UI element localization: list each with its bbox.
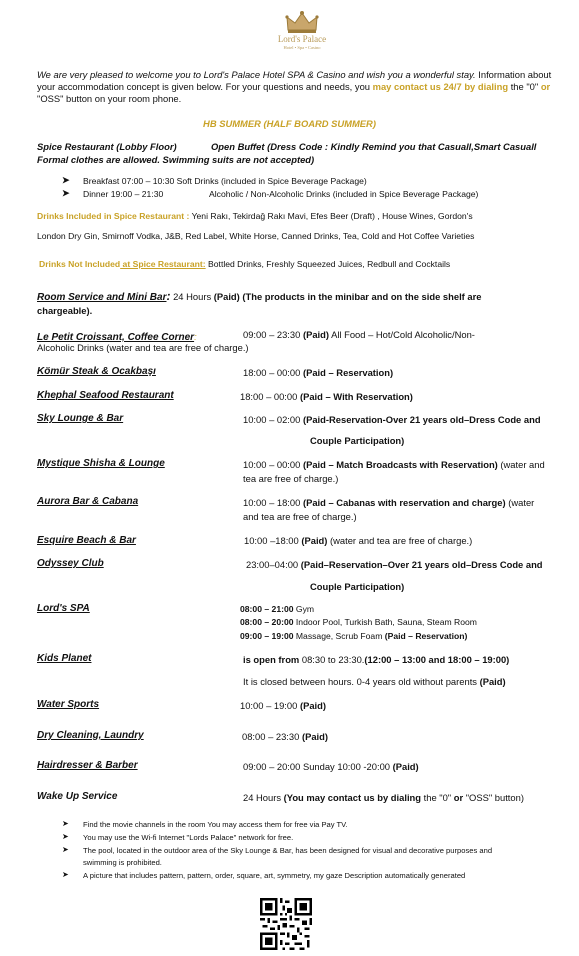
intro-welcome: We are very pleased to welcome you to Lord's Palace Hotel SPA & Casino and wish you a wonderful stay. [37,69,476,80]
venue-hours: 10:00 – 02:00 [243,414,303,425]
service-name: Dry Cleaning, Laundry [37,730,144,741]
note-pool: The pool, located in the outdoor area of the Sky Lounge & Bar, has been designed for visual and decorative purposes and [83,846,493,855]
spa-paid: (Paid – Reservation) [384,631,468,641]
spa-name: Lord's SPA [37,603,90,614]
venue-paid-line2: Couple Participation) [310,581,405,592]
venue-line2: and tea are free of charge.) [243,511,357,522]
room-service-note: (Paid) (The products in the minibar and on the side shelf are [213,291,482,302]
croissant-hours: 09:00 – 23:30 [243,329,303,340]
arrowhead-bullet-icon: ➤ [62,845,69,854]
venue-paid: (Paid – Reservation) [302,367,394,378]
venue-hours: 10:00 – 18:00 [243,497,303,508]
spa-gym [240,604,314,615]
croissant-text: All Food – Hot/Cold Alcoholic/Non- [329,329,475,340]
venue-paid: (Paid-Reservation-Over 21 years old–Dress Code and [302,414,541,425]
arrowhead-bullet-icon: ➤ [62,870,69,879]
crown-logo-icon [285,10,319,34]
venue-hours: 18:00 – 00:00 [243,367,303,378]
service-details [242,731,328,743]
kids-note [243,676,506,688]
venue-details [246,559,543,571]
venue-hours: 10:00 – 00:00 [243,459,303,470]
room-service-hours: 24 Hours [170,291,214,302]
venue-rest: (water and [497,459,545,470]
venue-details [243,367,393,379]
venue-details [243,414,541,426]
venue-paid: (Paid–Reservation–Over 21 years old–Dress Code and [300,559,543,570]
kids-name: Kids Planet [37,653,92,664]
venue-details [244,535,472,547]
room-service-name: Room Service and Mini Bar [37,292,167,303]
wakeup-dial: the "0" [421,792,454,803]
venue-paid: (Paid – Cabanas with reservation and charge) [302,497,506,508]
venue-hours: 23:00–04:00 [246,559,301,570]
intro-info: Information about your accommodation concept is given below. For your questions and needs, you [37,69,552,92]
intro-text4: "OSS" button on your room phone. [37,93,182,104]
venue-details [240,391,413,403]
drinks-included-label: Drinks Included in Spice Restaurant : [37,211,190,221]
venue-name: Kömür Steak & Ocakbaşı [37,366,156,377]
venue-line2: tea are free of charge.) [243,473,339,484]
service-paid: (Paid) [392,761,419,772]
venue-name: Aurora Bar & Cabana [37,496,139,507]
room-service-colon: : [166,289,171,303]
note-image-description: A picture that includes pattern, pattern, order, square, art, symmetry, my gaze Description automatically generated [83,871,466,880]
spice-dinner-time: Dinner 19:00 – 21:30 [83,189,164,199]
venue-hours: 18:00 – 00:00 [240,391,300,402]
venue-name: Mystique Shisha & Lounge [37,458,165,469]
room-service [37,290,567,304]
drinks-not-list: Bottled Drinks, Freshly Squeezed Juices, Redbull and Cocktails [205,259,451,269]
venue-details [243,459,573,471]
service-hours: 08:00 – 23:30 [242,731,302,742]
service-hours: 10:00 – 19:00 [240,700,300,711]
spa-text: Gym [293,604,315,614]
room-service-note-2: chargeable). [37,305,93,316]
logo-tagline: Hotel • Spa • Casino [283,45,321,50]
croissant-paid: (Paid) [302,329,329,340]
intro-or: or [540,81,551,92]
drinks-included-list-2: London Dry Gin, Smirnoff Vodka, J&B, Red Label, White Horse, Canned Drinks, Tea, Cold and Hot Coffee Varieties [37,231,475,241]
kids-open: is open from [243,654,302,665]
spa-time: 08:00 – 20:00 [240,617,294,627]
croissant-colon: : [194,331,197,342]
croissant-text-2: Alcoholic Drinks (water and tea are free of charge.) [37,342,249,353]
spa-text: Indoor Pool, Turkish Bath, Sauna, Steam Room [293,617,477,627]
venue-hours: 10:00 –18:00 [244,535,302,546]
wakeup-hours: 24 Hours [243,792,284,803]
wakeup-or: or [453,792,464,803]
arrowhead-bullet-icon: ➤ [62,832,69,841]
venue-rest: (water [505,497,535,508]
drinks-not-included [39,259,450,270]
note-pay-tv: Find the movie channels in the room You may access them for free via Pay TV. [83,820,348,829]
spa-time: 08:00 – 21:00 [240,604,294,614]
service-details [240,700,326,712]
venue-name: Sky Lounge & Bar [37,413,124,424]
service-paid: (Paid) [301,731,328,742]
venue-paid: (Paid) [301,535,328,546]
spice-breakfast: Breakfast 07:00 – 10:30 Soft Drinks (included in Spice Beverage Package) [83,176,367,186]
spice-name: Spice Restaurant (Lobby Floor) [37,141,177,152]
logo-name: Lord's Palace [277,34,327,44]
venue-name: Khephal Seafood Restaurant [37,390,174,401]
wakeup-contact: (You may contact us by dialing [283,792,422,803]
arrowhead-bullet-icon: ➤ [62,819,69,828]
spa-pool [240,617,477,628]
spa-massage [240,631,467,642]
service-name: Water Sports [37,699,100,710]
note-wifi: You may use the Wi-fi Internet "Lords Palace" network for free. [83,833,294,842]
spice-dress-code: Open Buffet (Dress Code : Kindly Remind you that Casuall,Smart Casuall [211,141,537,152]
intro-paragraph [37,69,562,105]
venue-rest: (water and tea are free of charge.) [327,535,473,546]
venue-name: Esquire Beach & Bar [37,535,136,546]
spice-dinner-drinks: Alcoholic / Non-Alcoholic Drinks (included in Spice Beverage Package) [209,189,479,199]
note-pool-2: swimming is prohibited. [83,858,162,867]
service-paid: (Paid) [299,700,326,711]
arrowhead-bullet-icon: ➤ [62,175,70,185]
drinks-not-label-1: Drinks Not Included [39,259,121,269]
spice-dress-code-2: Formal clothes are allowed. Swimming suits are not accepted) [37,154,315,165]
wakeup-name: Wake Up Service [37,791,118,802]
drinks-not-label-2: at Spice Restaurant: [120,259,206,269]
kids-hours [243,654,509,666]
qr-code-icon [260,898,312,950]
kids-note-text: It is closed between hours. 0-4 years old without parents [243,676,480,687]
service-name: Hairdresser & Barber [37,760,138,771]
kids-paid: (Paid) [479,676,506,687]
wakeup-end: "OSS" button) [463,792,524,803]
arrowhead-bullet-icon: ➤ [62,188,70,198]
drinks-included-list-1: Yeni Rakı, Tekirdağ Rakı Mavi, Efes Beer (Draft) , House Wines, Gordon's [189,211,473,221]
spa-text: Massage, Scrub Foam [293,631,385,641]
venue-details [243,497,573,509]
service-hours: 09:00 – 20:00 Sunday 10:00 -20:00 [243,761,393,772]
hotel-logo [262,10,342,60]
service-details [243,761,419,773]
intro-dialing: dialing [477,81,509,92]
croissant-name: Le Petit Croissant, Coffee Corner [37,332,195,343]
drinks-included [37,211,567,222]
kids-time: 08:30 to 23:30. [301,654,365,665]
intro-contact-highlight: may contact us 24/7 by [372,81,476,92]
wakeup-details [243,792,524,804]
spa-time: 09:00 – 19:00 [240,631,294,641]
kids-closed-hours: (12:00 – 13:00 and 18:00 – 19:00) [364,654,510,665]
croissant-details [243,329,573,341]
venue-paid-line2: Couple Participation) [310,435,405,446]
intro-text3: the "0" [508,81,541,92]
venue-name: Odyssey Club [37,558,104,569]
venue-paid: (Paid – Match Broadcasts with Reservation) [302,459,498,470]
venue-paid: (Paid – With Reservation) [299,391,413,402]
hb-heading: HB SUMMER (HALF BOARD SUMMER) [203,118,376,129]
